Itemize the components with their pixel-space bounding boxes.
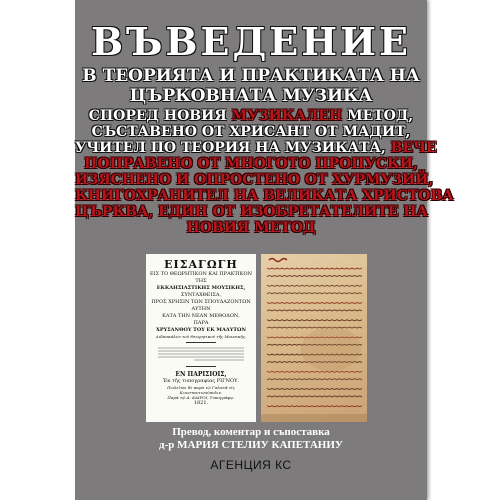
manuscript-writing <box>261 254 367 422</box>
manuscript-line <box>267 327 362 328</box>
manuscript-line <box>267 276 362 277</box>
manuscript-image <box>261 254 367 422</box>
greek-line: ΕΝ ΠΑΡΙΣΙΟΙΣ, <box>175 371 227 378</box>
publisher-name: АГЕНЦИЯ КС <box>210 458 292 472</box>
credit-author: д-р МАРИЯ СТЕЛИУ КАПЕТАНИУ <box>159 439 343 451</box>
divider <box>186 366 216 367</box>
manuscript-line <box>267 371 362 372</box>
greek-line: ΧΡΥΣΑΝΘΟΥ ΤΟΥ ΕΚ ΜΑΔΥΤΩΝ <box>155 327 247 333</box>
manuscript-line <box>267 388 362 389</box>
greek-line: ΚΑΤΑ ΤΗΝ ΝΕΑΝ ΜΕΘΟΔΟΝ, <box>162 313 240 319</box>
description-segment: УЧИТЕЛ ПО ТЕОРИЯ НА МУЗИКАТА, <box>75 140 391 156</box>
greek-line: Πωλεῖται δὲ παρὰ τῷ Γαλατᾷ εἰς Κωνσταντινούπολιν. <box>167 385 235 395</box>
greek-year: 1821. <box>193 400 209 406</box>
greek-line: ΠΡΟΣ ΧΡΗΣΙΝ ΤΩΝ ΣΠΟΥΔΑΖΟΝΤΩΝ ΑΥΤΗΝ <box>151 299 251 312</box>
greek-line: Παρὰ τῷ Α. ΚΑΙΡΟΙ, Τυπογράφῳ. <box>167 395 235 400</box>
description-segment: ВЕЧЕ <box>390 140 437 156</box>
manuscript-line <box>267 320 362 321</box>
book-title: ВЪВЕДЕНИЕ <box>90 19 412 64</box>
description-segment: МУЗИКАЛЕН <box>231 108 343 124</box>
manuscript-line <box>267 379 362 380</box>
greek-line: ΣΥΝΤΑΧΘΕΙΣΑ, <box>180 292 222 298</box>
description-line <box>75 124 427 140</box>
title-line-2: В ТЕОРИЯТА И ПРАКТИКАТА НА <box>82 66 420 86</box>
divider <box>186 342 216 343</box>
description-line <box>75 156 427 172</box>
greek-quote-text <box>146 346 256 363</box>
description-segment: ПОПРАВЕНО ОТ МНОГОТО ПРОПУСКИ, <box>84 156 418 172</box>
greek-quote-lines <box>154 346 248 362</box>
greek-title-page-image <box>146 254 256 422</box>
description-line <box>75 108 427 124</box>
description-line <box>75 220 427 236</box>
manuscript-line <box>267 302 362 303</box>
description-block <box>75 108 454 236</box>
manuscript-line <box>267 285 362 286</box>
description-segment: ЦЪРКВА, ЕДИН ОТ ИЗОБРЕТАТЕЛИТЕ НА <box>75 204 428 220</box>
description-line <box>75 140 437 156</box>
description-segment: КНИГОХРАНИТЕЛ НА ВЕЛИКАТА ХРИСТОВА <box>75 188 454 204</box>
greek-line: ΤΗΣ <box>195 278 207 284</box>
book-cover <box>75 0 454 500</box>
description-segment: МЕТОД, <box>342 108 414 124</box>
greek-line: Ἐκ τῆς τυπογραφίας ΡΙΓΝΟΥ. <box>163 378 239 384</box>
manuscript-line <box>267 293 362 294</box>
description-line <box>75 172 434 188</box>
manuscript-line <box>267 310 362 311</box>
description-segment: НОВИЯ МЕТОД <box>186 220 316 236</box>
credit-line-1: Превод, коментар и съпоставка <box>172 426 330 438</box>
greek-line: ΠΑΡΑ <box>193 320 209 326</box>
manuscript-line <box>267 406 362 407</box>
title-line-3: ЦЪРКОВНАТА МУЗИКА <box>129 86 373 106</box>
description-line <box>75 204 427 220</box>
description-segment: СПОРЕД НОВИЯ <box>88 108 232 124</box>
description-segment: СЪСТАВЕНО ОТ ХРИСАНТ ОТ МАДИТ, <box>91 124 411 140</box>
manuscript-line <box>267 396 362 397</box>
greek-title: ΕΙΣΑΓΩΓΗ <box>164 258 238 271</box>
greek-line: ΕΚΚΛΗΣΙΑΣΤΙΚΗΣ ΜΟΥΣΙΚΗΣ, <box>156 285 246 291</box>
description-line <box>75 188 454 204</box>
description-segment: ИЗЯСНЕНО И ОПРОСТЕНО ОТ ХУРМУЗИЙ, <box>75 172 434 188</box>
greek-line: ΕΙΣ ΤΟ ΘΕΩΡΗΤΙΚΟΝ ΚΑΙ ΠΡΑΚΤΙΚΟΝ <box>149 271 252 277</box>
greek-line: Διδασκάλου τοῦ Θεωρητικοῦ τῆς Μουσικῆς. <box>155 334 247 339</box>
manuscript-line <box>267 268 362 269</box>
